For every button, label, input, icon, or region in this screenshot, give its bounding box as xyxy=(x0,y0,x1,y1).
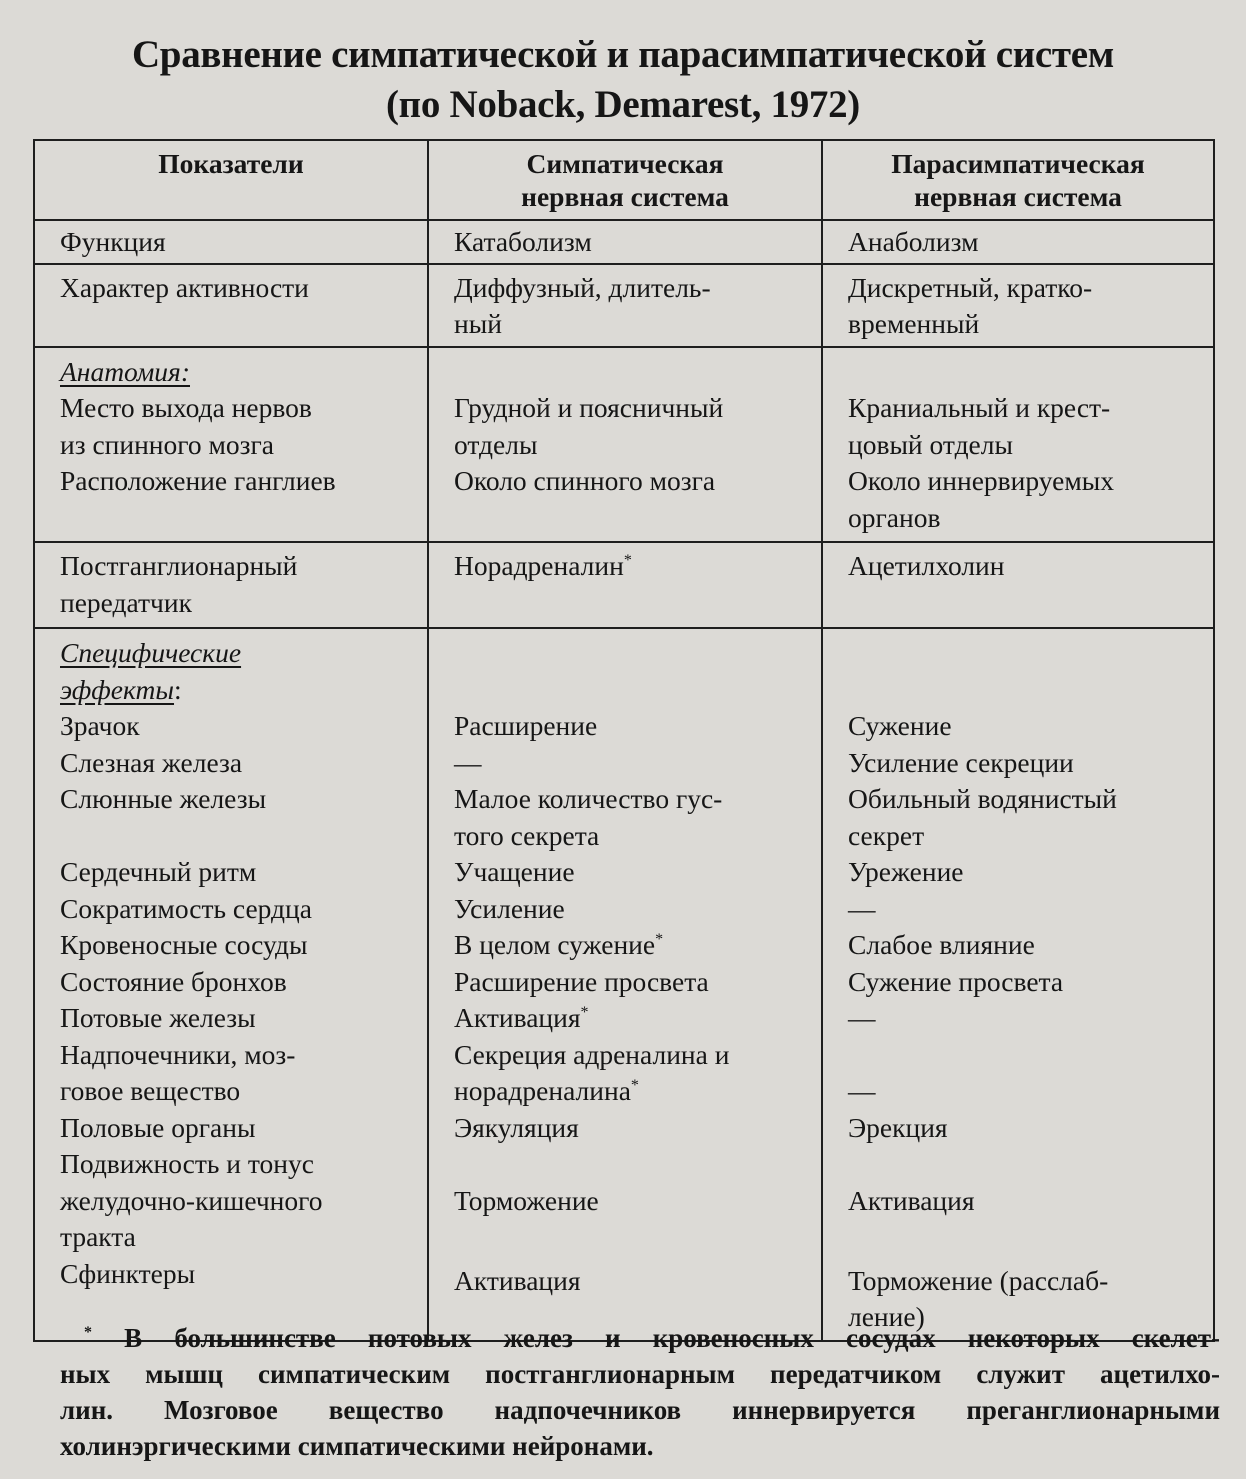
table-row: Специфические эффекты: Зрачок Расширение Сужение xyxy=(34,628,1214,745)
comparison-table xyxy=(33,139,1215,1342)
header-row xyxy=(34,140,1214,220)
footnote-marker: * xyxy=(630,1076,639,1094)
table-row: Анатомия: Место выхода нервов из спинного мозга Грудной и поясничный отделы Краниальный и крест- цовый отделы xyxy=(34,347,1214,464)
table-row: Расположение ганглиев Около спинного мозга Около иннервируемых органов xyxy=(34,463,1214,542)
page-title xyxy=(0,30,1246,130)
table-row: Слюнные железы Малое количество гус- того секрета Обильный водянистый секрет xyxy=(34,781,1214,854)
table-row: Состояние бронхов Расширение просвета Сужение просвета xyxy=(34,964,1214,1001)
footnote: * В большинстве потовых желез и кровеносных сосудах некоторых скелет- ных мышц симпатическим постганглионарным передатчиком служит ацетилхо- лин. Мозговое вещество надпочечников иннервируется преганглионарными холинэргическими симпатическими нейронами. xyxy=(60,1323,1220,1461)
table-row: Половые органы Эякуляция Эрекция xyxy=(34,1110,1214,1147)
header-indicators: Показатели xyxy=(34,140,428,220)
table-row: Постганглионарный передатчик Норадреналин* Ацетилхолин xyxy=(34,542,1214,628)
table-row: Надпочечники, моз- говое вещество Секреция адреналина и норадреналина* — xyxy=(34,1037,1214,1110)
table-row: Сердечный ритм Учащение Урежение xyxy=(34,854,1214,891)
table-row: Потовые железы Активация* — xyxy=(34,1000,1214,1037)
footnote-marker: * xyxy=(655,930,664,948)
table-row: Кровеносные сосуды В целом сужение* Слабое влияние xyxy=(34,927,1214,964)
header-parasympathetic: Парасимпатическая нервная система xyxy=(822,140,1214,220)
footnote-marker: * xyxy=(580,1003,589,1021)
table-row: Сократимость сердца Усиление — xyxy=(34,891,1214,928)
header-sympathetic: Симпатическая нервная система xyxy=(428,140,822,220)
footnote-mark: * xyxy=(84,1324,92,1341)
table-row: Слезная железа — Усиление секреции xyxy=(34,745,1214,782)
table-row: Характер активности Диффузный, длитель- ный Дискретный, кратко- временный xyxy=(34,264,1214,347)
table-row: Функция Катаболизм Анаболизм xyxy=(34,220,1214,264)
title-line-1: Сравнение симпатической и парасимпатической систем xyxy=(131,33,1115,76)
anatomy-heading: Анатомия: xyxy=(60,355,190,387)
effects-heading: Специфические xyxy=(60,637,242,668)
title-line-2: (по Noback, Demarest, 1972) xyxy=(386,83,860,126)
footnote-marker: * xyxy=(623,551,632,569)
table-row: Подвижность и тонус желудочно-кишечного тракта Торможение Активация xyxy=(34,1146,1214,1256)
table-row: Сфинктеры Активация Торможение (расслаб- ление) xyxy=(34,1256,1214,1341)
